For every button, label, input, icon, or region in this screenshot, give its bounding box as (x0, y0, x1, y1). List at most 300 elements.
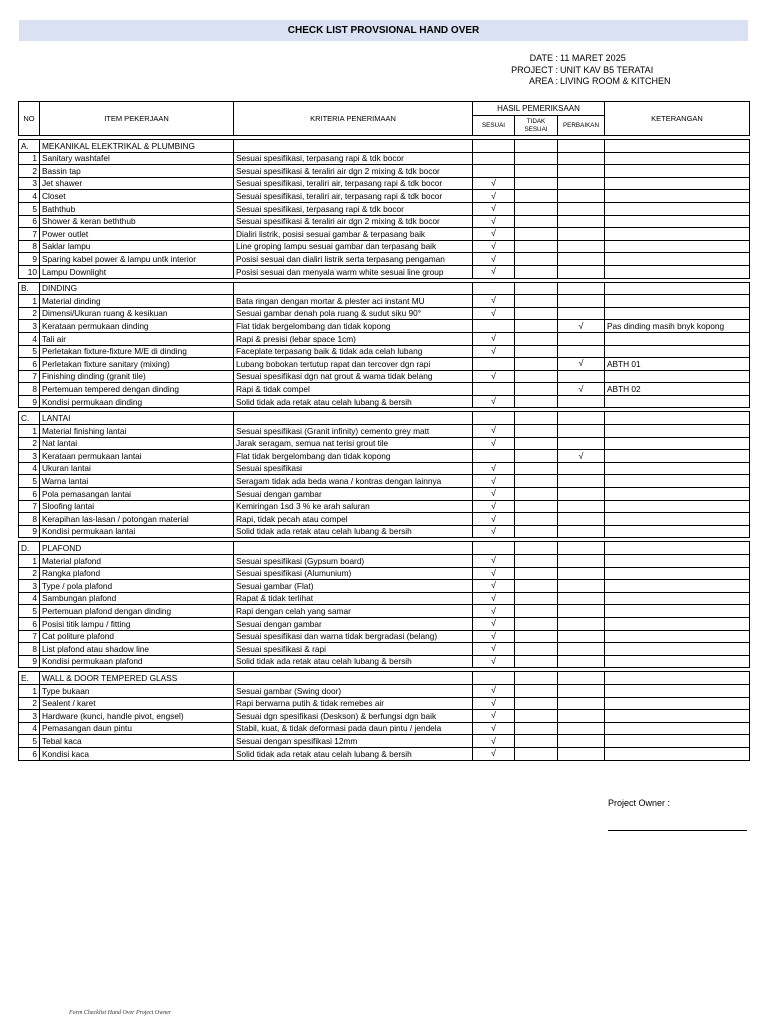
empty-cell (234, 412, 473, 425)
item-criteria: Solid tidak ada retak atau celah lubang & bersih (234, 655, 473, 668)
item-name: Kerataan permukaan dinding (40, 320, 234, 333)
table-row (19, 475, 750, 488)
table-row (19, 488, 750, 501)
item-number: 5 (19, 345, 40, 358)
check-mark-icon: √ (491, 567, 496, 578)
empty-cell (558, 542, 605, 555)
item-note (605, 567, 750, 580)
item-note (605, 462, 750, 475)
item-note (605, 152, 750, 165)
item-name: Material finishing lantai (40, 425, 234, 438)
check-mark-icon: √ (491, 630, 496, 641)
info-row-project (440, 65, 750, 77)
check-cell-tidak-sesuai (515, 253, 558, 266)
item-name: Sloofing lantai (40, 500, 234, 513)
empty-cell (558, 140, 605, 153)
check-cell-perbaikan (558, 240, 605, 253)
item-number: 6 (19, 488, 40, 501)
section-code: C. (19, 412, 40, 425)
check-cell-tidak-sesuai (515, 228, 558, 241)
check-cell-perbaikan (558, 345, 605, 358)
check-cell-perbaikan (558, 475, 605, 488)
section-row (19, 282, 750, 295)
info-value: 11 MARET 2025 (560, 53, 626, 63)
check-cell-tidak-sesuai (515, 425, 558, 438)
item-number: 9 (19, 253, 40, 266)
check-mark-icon: √ (491, 190, 496, 201)
item-name: Material dinding (40, 295, 234, 308)
check-cell-perbaikan (558, 320, 605, 333)
check-mark-icon: √ (491, 396, 496, 407)
check-mark-icon: √ (491, 618, 496, 629)
empty-cell (473, 282, 515, 295)
table-row (19, 332, 750, 345)
empty-cell (605, 140, 750, 153)
item-number: 7 (19, 228, 40, 241)
item-note (605, 215, 750, 228)
check-cell-perbaikan (558, 370, 605, 383)
check-cell-sesuai (473, 747, 515, 760)
check-cell-tidak-sesuai (515, 215, 558, 228)
item-note (605, 655, 750, 668)
check-cell-tidak-sesuai (515, 358, 558, 371)
table-row (19, 425, 750, 438)
checklist-table (18, 101, 750, 761)
item-criteria: Rapi & presisi (lebar space 1cm) (234, 332, 473, 345)
table-row (19, 307, 750, 320)
item-criteria: Sesuai gambar denah pola ruang & sudut siku 90° (234, 307, 473, 320)
check-mark-icon: √ (491, 723, 496, 734)
header-no: NO (19, 102, 40, 136)
check-cell-perbaikan (558, 425, 605, 438)
check-cell-perbaikan (558, 253, 605, 266)
check-cell-tidak-sesuai (515, 165, 558, 178)
check-mark-icon: √ (491, 241, 496, 252)
item-number: 4 (19, 462, 40, 475)
item-number: 6 (19, 617, 40, 630)
check-cell-tidak-sesuai (515, 617, 558, 630)
check-cell-perbaikan (558, 358, 605, 371)
table-row (19, 617, 750, 630)
check-mark-icon: √ (491, 488, 496, 499)
check-cell-sesuai (473, 643, 515, 656)
empty-cell (473, 542, 515, 555)
item-name: Lampu Downlight (40, 265, 234, 278)
item-number: 8 (19, 240, 40, 253)
section-name: MEKANIKAL ELEKTRIKAL & PLUMBING (40, 140, 234, 153)
check-mark-icon: √ (491, 333, 496, 344)
item-note (605, 450, 750, 463)
item-note (605, 370, 750, 383)
check-cell-tidak-sesuai (515, 488, 558, 501)
item-name: Tebal kaca (40, 735, 234, 748)
item-name: Warna lantai (40, 475, 234, 488)
check-cell-sesuai (473, 475, 515, 488)
empty-cell (515, 542, 558, 555)
check-mark-icon: √ (491, 215, 496, 226)
check-mark-icon: √ (491, 555, 496, 566)
table-row (19, 253, 750, 266)
item-criteria: Kemiringan 1sd 3 % ke arah saluran (234, 500, 473, 513)
table-row (19, 567, 750, 580)
check-cell-tidak-sesuai (515, 655, 558, 668)
item-name: Shower & keran beththub (40, 215, 234, 228)
footer-note: Form Checklist Hand Over Project Owner (69, 1010, 172, 1016)
item-number: 3 (19, 580, 40, 593)
check-cell-sesuai (473, 684, 515, 697)
item-note: Pas dinding masih bnyk kopong (605, 320, 750, 333)
item-name: Pemasangan daun pintu (40, 722, 234, 735)
check-cell-perbaikan (558, 513, 605, 526)
item-number: 5 (19, 475, 40, 488)
item-name: Closet (40, 190, 234, 203)
check-cell-sesuai (473, 462, 515, 475)
check-cell-tidak-sesuai (515, 190, 558, 203)
check-cell-perbaikan (558, 722, 605, 735)
table-row (19, 370, 750, 383)
item-criteria: Sesuai dgn spesifikasi (Deskson) & berfungsi dgn baik (234, 710, 473, 723)
check-cell-sesuai (473, 567, 515, 580)
item-name: Dimensi/Ukuran ruang & kesikuan (40, 307, 234, 320)
check-cell-sesuai (473, 605, 515, 618)
item-note (605, 735, 750, 748)
item-number: 7 (19, 370, 40, 383)
check-cell-sesuai (473, 190, 515, 203)
item-number: 3 (19, 450, 40, 463)
item-note (605, 697, 750, 710)
table-row (19, 605, 750, 618)
check-cell-tidak-sesuai (515, 525, 558, 538)
item-name: Tali air (40, 332, 234, 345)
check-cell-tidak-sesuai (515, 152, 558, 165)
header-criteria: KRITERIA PENERIMAAN (234, 102, 473, 136)
check-cell-perbaikan (558, 450, 605, 463)
item-criteria: Sesuai spesifikasi, terpasang rapi & tdk bocor (234, 202, 473, 215)
document-title-text: CHECK LIST PROVSIONAL HAND OVER (287, 25, 480, 36)
item-number: 6 (19, 358, 40, 371)
info-row-date (440, 53, 750, 65)
document-title (19, 20, 748, 41)
check-cell-perbaikan (558, 177, 605, 190)
item-note: ABTH 02 (605, 383, 750, 396)
item-criteria: Sesuai gambar (Swing door) (234, 684, 473, 697)
document-info (440, 53, 750, 88)
table-row (19, 202, 750, 215)
signature-line (608, 830, 747, 831)
table-row (19, 747, 750, 760)
item-name: Baththub (40, 202, 234, 215)
check-cell-sesuai (473, 525, 515, 538)
item-number: 1 (19, 425, 40, 438)
check-cell-tidak-sesuai (515, 320, 558, 333)
empty-cell (558, 282, 605, 295)
item-number: 9 (19, 525, 40, 538)
item-name: Perletakan fixture-fixture M/E di dinding (40, 345, 234, 358)
empty-cell (234, 282, 473, 295)
check-cell-sesuai (473, 215, 515, 228)
item-name: List plafond atau shadow line (40, 643, 234, 656)
item-name: Sparing kabel power & lampu untk interior (40, 253, 234, 266)
table-row (19, 177, 750, 190)
item-number: 5 (19, 605, 40, 618)
check-cell-sesuai (473, 358, 515, 371)
table-row (19, 165, 750, 178)
empty-cell (515, 140, 558, 153)
item-name: Type bukaan (40, 684, 234, 697)
item-criteria: Seragam tidak ada beda wana / kontras dengan lainnya (234, 475, 473, 488)
item-criteria: Sesuai spesifikasi, terpasang rapi & tdk bocor (234, 152, 473, 165)
item-criteria: Sesuai dengan gambar (234, 488, 473, 501)
check-cell-sesuai (473, 450, 515, 463)
item-note (605, 580, 750, 593)
check-mark-icon: √ (491, 295, 496, 306)
item-name: Bassin tap (40, 165, 234, 178)
header-hasil: HASIL PEMERIKSAAN (473, 102, 605, 116)
item-note (605, 265, 750, 278)
item-note (605, 165, 750, 178)
empty-cell (605, 412, 750, 425)
item-criteria: Jarak seragam, semua nat terisi grout tile (234, 437, 473, 450)
check-cell-sesuai (473, 253, 515, 266)
item-number: 10 (19, 265, 40, 278)
check-mark-icon: √ (491, 253, 496, 264)
check-mark-icon: √ (491, 500, 496, 511)
item-note (605, 500, 750, 513)
check-cell-sesuai (473, 617, 515, 630)
check-mark-icon: √ (491, 685, 496, 696)
item-criteria: Sesuai gambar (Flat) (234, 580, 473, 593)
item-name: Ukuran lantai (40, 462, 234, 475)
table-row (19, 265, 750, 278)
header-item: ITEM PEKERJAAN (40, 102, 234, 136)
item-name: Jet shawer (40, 177, 234, 190)
item-number: 3 (19, 320, 40, 333)
item-note (605, 747, 750, 760)
project-owner-label: Project Owner : (608, 798, 671, 808)
check-mark-icon: √ (491, 697, 496, 708)
item-number: 4 (19, 332, 40, 345)
item-criteria: Dialiri listrik, posisi sesuai gambar & terpasang baik (234, 228, 473, 241)
check-cell-sesuai (473, 395, 515, 408)
item-criteria: Sesuai spesifikasi & teraliri air dgn 2 mixing & tdk bocor (234, 215, 473, 228)
item-name: Power outlet (40, 228, 234, 241)
check-cell-perbaikan (558, 437, 605, 450)
check-cell-sesuai (473, 383, 515, 396)
check-cell-sesuai (473, 488, 515, 501)
info-label: PROJECT : (511, 64, 558, 75)
table-row (19, 580, 750, 593)
check-cell-tidak-sesuai (515, 202, 558, 215)
check-cell-tidak-sesuai (515, 475, 558, 488)
item-criteria: Solid tidak ada retak atau celah lubang & bersih (234, 747, 473, 760)
check-cell-tidak-sesuai (515, 395, 558, 408)
check-cell-perbaikan (558, 684, 605, 697)
check-mark-icon: √ (491, 526, 496, 537)
table-row (19, 555, 750, 568)
item-criteria: Sesuai spesifikasi (Granit infinity) cemento grey matt (234, 425, 473, 438)
item-number: 1 (19, 152, 40, 165)
check-cell-tidak-sesuai (515, 684, 558, 697)
empty-cell (558, 412, 605, 425)
item-note (605, 617, 750, 630)
table-row (19, 190, 750, 203)
item-note (605, 592, 750, 605)
check-mark-icon: √ (491, 228, 496, 239)
item-name: Saklar lampu (40, 240, 234, 253)
item-criteria: Rapat & tidak terlihat (234, 592, 473, 605)
item-criteria: Sesuai spesifikasi (Alumunium) (234, 567, 473, 580)
table-row (19, 437, 750, 450)
table-header-row (19, 102, 750, 116)
check-mark-icon: √ (491, 735, 496, 746)
check-cell-perbaikan (558, 655, 605, 668)
item-number: 5 (19, 202, 40, 215)
item-name: Cat politure plafond (40, 630, 234, 643)
check-cell-sesuai (473, 710, 515, 723)
check-cell-tidak-sesuai (515, 295, 558, 308)
check-cell-sesuai (473, 240, 515, 253)
check-cell-sesuai (473, 202, 515, 215)
check-cell-sesuai (473, 345, 515, 358)
check-cell-sesuai (473, 655, 515, 668)
item-number: 2 (19, 437, 40, 450)
check-cell-sesuai (473, 513, 515, 526)
item-criteria: Sesuai spesifikasi (234, 462, 473, 475)
item-number: 7 (19, 500, 40, 513)
check-cell-sesuai (473, 152, 515, 165)
item-name: Kondisi kaca (40, 747, 234, 760)
check-mark-icon: √ (491, 656, 496, 667)
item-name: Material plafond (40, 555, 234, 568)
empty-cell (515, 672, 558, 685)
empty-cell (234, 542, 473, 555)
check-cell-sesuai (473, 177, 515, 190)
check-mark-icon: √ (491, 748, 496, 759)
table-row (19, 500, 750, 513)
item-name: Perletakan fixture sanitary (mixing) (40, 358, 234, 371)
check-cell-tidak-sesuai (515, 177, 558, 190)
item-number: 2 (19, 307, 40, 320)
table-row (19, 735, 750, 748)
check-cell-perbaikan (558, 747, 605, 760)
item-criteria: Solid tidak ada retak atau celah lubang & bersih (234, 395, 473, 408)
check-cell-tidak-sesuai (515, 735, 558, 748)
check-cell-sesuai (473, 580, 515, 593)
item-number: 9 (19, 395, 40, 408)
empty-cell (234, 140, 473, 153)
item-name: Kondisi permukaan lantai (40, 525, 234, 538)
item-note (605, 425, 750, 438)
item-number: 9 (19, 655, 40, 668)
item-criteria: Sesuai dengan spesifikasi 12mm (234, 735, 473, 748)
item-name: Sealent / karet (40, 697, 234, 710)
empty-cell (515, 282, 558, 295)
empty-cell (473, 672, 515, 685)
check-cell-tidak-sesuai (515, 345, 558, 358)
item-note (605, 513, 750, 526)
item-number: 3 (19, 177, 40, 190)
check-mark-icon: √ (491, 710, 496, 721)
item-number: 6 (19, 747, 40, 760)
check-mark-icon: √ (491, 203, 496, 214)
check-mark-icon: √ (578, 383, 584, 394)
check-cell-sesuai (473, 592, 515, 605)
item-number: 2 (19, 697, 40, 710)
header-sesuai: SESUAI (473, 116, 515, 136)
check-cell-tidak-sesuai (515, 240, 558, 253)
item-criteria: Sesuai spesifikasi dan warna tidak bergradasi (belang) (234, 630, 473, 643)
item-criteria: Sesuai spesifikasi, teraliri air, terpasang rapi & tdk bocor (234, 177, 473, 190)
check-mark-icon: √ (491, 463, 496, 474)
item-number: 4 (19, 722, 40, 735)
table-row (19, 395, 750, 408)
item-note (605, 332, 750, 345)
item-name: Kondisi permukaan plafond (40, 655, 234, 668)
item-criteria: Sesuai spesifikasi, teraliri air, terpasang rapi & tdk bocor (234, 190, 473, 203)
item-name: Kerataan permukaan lantai (40, 450, 234, 463)
item-note (605, 228, 750, 241)
item-number: 2 (19, 165, 40, 178)
check-cell-sesuai (473, 425, 515, 438)
item-criteria: Rapi, tidak pecah atau compel (234, 513, 473, 526)
item-note (605, 177, 750, 190)
check-cell-perbaikan (558, 383, 605, 396)
item-name: Finishing dinding (granit tile) (40, 370, 234, 383)
header-tidak-sesuai: TIDAK SESUAI (515, 116, 558, 136)
check-cell-perbaikan (558, 500, 605, 513)
check-cell-sesuai (473, 307, 515, 320)
empty-cell (605, 672, 750, 685)
table-row (19, 152, 750, 165)
info-value: LIVING ROOM & KITCHEN (560, 76, 671, 87)
empty-cell (558, 672, 605, 685)
item-note (605, 202, 750, 215)
check-cell-perbaikan (558, 580, 605, 593)
item-note (605, 190, 750, 203)
section-row (19, 542, 750, 555)
check-cell-perbaikan (558, 735, 605, 748)
check-mark-icon: √ (491, 437, 496, 448)
table-row (19, 358, 750, 371)
item-name: Hardware (kunci, handle pivot, engsel) (40, 710, 234, 723)
check-cell-perbaikan (558, 710, 605, 723)
check-mark-icon: √ (491, 475, 496, 486)
check-cell-tidak-sesuai (515, 383, 558, 396)
header-perbaikan: PERBAIKAN (558, 116, 605, 136)
check-cell-tidak-sesuai (515, 567, 558, 580)
item-note (605, 345, 750, 358)
table-row (19, 215, 750, 228)
check-cell-tidak-sesuai (515, 437, 558, 450)
section-row (19, 140, 750, 153)
item-number: 8 (19, 643, 40, 656)
item-note (605, 525, 750, 538)
check-cell-sesuai (473, 735, 515, 748)
item-note (605, 488, 750, 501)
item-number: 6 (19, 215, 40, 228)
check-cell-perbaikan (558, 215, 605, 228)
check-mark-icon: √ (491, 370, 496, 381)
check-cell-tidak-sesuai (515, 605, 558, 618)
check-cell-sesuai (473, 370, 515, 383)
check-cell-tidak-sesuai (515, 643, 558, 656)
check-cell-sesuai (473, 295, 515, 308)
check-cell-perbaikan (558, 488, 605, 501)
check-cell-perbaikan (558, 617, 605, 630)
table-row (19, 722, 750, 735)
table-row (19, 592, 750, 605)
check-mark-icon: √ (578, 358, 584, 369)
